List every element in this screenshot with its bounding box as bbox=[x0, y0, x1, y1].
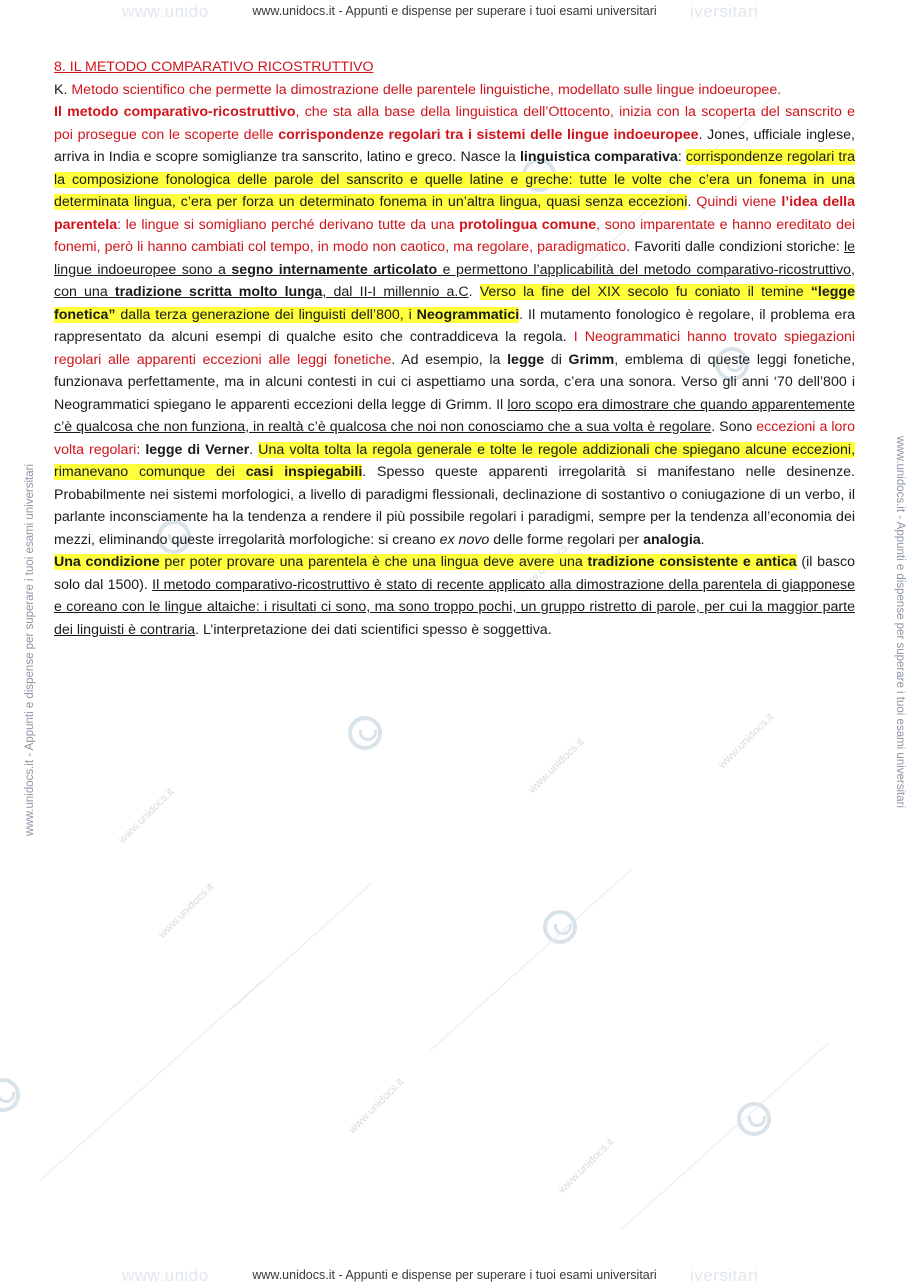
text-run: eccezioni a loro volta regolari bbox=[54, 419, 855, 458]
highlighted-text: “legge fonetica” bbox=[54, 284, 855, 323]
watermark-line bbox=[620, 1043, 829, 1231]
watermark-diagonal: www.unidocs.it bbox=[716, 711, 777, 771]
text-run: . Ad esempio, la bbox=[391, 351, 508, 368]
text-run: : le lingue si somigliano perché derivano tutte da una bbox=[117, 216, 460, 233]
watermark-diagonal: www.unidocs.it bbox=[526, 736, 587, 796]
highlighted-text: tradizione consistente e antica bbox=[587, 554, 797, 570]
highlighted-text: dalla terza generazione dei linguisti dell’800, i bbox=[115, 306, 417, 323]
watermark-ghost-left-bottom: www.unido bbox=[122, 1266, 209, 1285]
text-run: di bbox=[544, 351, 569, 368]
highlighted-text: casi inspiegabili bbox=[245, 464, 363, 480]
text-run: Metodo scientifico che permette la dimostrazione delle parentele linguistiche, modellato sulle lingue indoeuropee bbox=[71, 81, 778, 98]
watermark-ghost-left: www.unido bbox=[122, 2, 209, 21]
underlined-text: tradizione scritta molto lunga bbox=[114, 284, 323, 300]
watermark-diagonal: www.unidocs.it bbox=[556, 1136, 617, 1196]
underlined-text: Il metodo comparativo-ricostruttivo è stato di recente applicato alla dimostrazione della parentela di giapponese e coreano con le lingue altaiche: i risultati ci sono, ma sono troppo pochi, un gruppo ristretto di parole, per cui la maggior parte dei linguisti è contraria bbox=[54, 576, 856, 638]
text-run: . Jones, ufficiale inglese, arriva in India e scopre somiglianze tra sanscrito, latino e greco. Nasce la bbox=[54, 126, 855, 165]
text-run: Quindi viene bbox=[696, 194, 782, 210]
document-body bbox=[54, 56, 855, 641]
text-run: legge di Verner bbox=[145, 441, 250, 458]
text-run: linguistica comparativa bbox=[519, 149, 678, 165]
unidocs-logo-icon bbox=[543, 910, 577, 944]
text-run: analogia bbox=[643, 531, 701, 548]
watermark-footer: www.unidocs.it - Appunti e dispense per superare i tuoi esami universitari bbox=[252, 1268, 657, 1282]
watermark-ghost-right-bottom: iversitari bbox=[690, 1266, 759, 1285]
text-run: Il metodo comparativo-ricostruttivo bbox=[54, 104, 296, 120]
watermark-side-right: www.unidocs.it - Appunti e dispense per superare i tuoi esami universitari bbox=[894, 436, 906, 809]
underlined-text: , dal II-I millennio a.C bbox=[322, 284, 469, 300]
text-run: l’idea della parentela bbox=[54, 194, 856, 233]
unidocs-logo-icon bbox=[348, 716, 382, 750]
watermark-side-left: www.unidocs.it - Appunti e dispense per superare i tuoi esami universitari bbox=[24, 463, 36, 836]
unidocs-logo-icon bbox=[0, 1078, 20, 1112]
text-run: . bbox=[777, 81, 782, 98]
text-run: : bbox=[677, 149, 686, 165]
underlined-text: loro scopo era dimostrare che quando apparentemente c’è qualcosa che non funziona, in realtà c’è qualcosa che noi non conosciamo che a sua volta è regolare bbox=[54, 396, 855, 435]
text-run: , che sta alla base della linguistica dell’Ottocento, inizia con la scoperta del sanscrito e poi prosegue con le scoperte delle bbox=[54, 104, 855, 143]
text-run: . bbox=[700, 531, 705, 548]
highlighted-text: Una condizione bbox=[54, 554, 160, 570]
text-run: delle forme regolari per bbox=[489, 531, 644, 548]
text-run: . L’interpretazione dei dati scientifici spesso è soggettiva. bbox=[195, 621, 552, 638]
underlined-text: e permettono l’applicabilità del metodo comparativo-ricostruttivo, con una bbox=[54, 261, 855, 300]
text-run: ex novo bbox=[439, 531, 490, 548]
highlighted-text: per poter provare una parentela è che una lingua deve avere una bbox=[159, 554, 588, 570]
text-run: I Neogrammatici hanno trovato spiegazioni regolari alle apparenti eccezioni alle leggi fonetiche bbox=[54, 329, 855, 368]
text-run: . Sono bbox=[711, 419, 757, 435]
section-title: 8. IL METODO COMPARATIVO RICOSTRUTTIVO bbox=[54, 59, 374, 75]
watermark-diagonal: www.unidocs.it bbox=[116, 786, 177, 846]
watermark-diagonal: www.unidocs.it bbox=[346, 1076, 407, 1136]
text-run: . bbox=[249, 441, 259, 458]
text-run: , sono imparentate e hanno ereditato dei fonemi, però li hanno cambiati col tempo, in modo non caotico, ma regolare, paradigmatico bbox=[54, 216, 856, 255]
watermark-ghost-right: iversitari bbox=[690, 2, 759, 21]
text-run: . Il mutamento fonologico è regolare, il problema era rappresentato da alcuni esempi di qualche esito che contraddiceva la regola. bbox=[54, 306, 855, 345]
text-run: . bbox=[468, 284, 480, 300]
text-run: . Favoriti dalle condizioni storiche: bbox=[626, 239, 844, 255]
text-run: , emblema di queste leggi fonetiche, funzionava perfettamente, ma in alcuni contesti in cui ci aspettiamo una sorda, c’era una sonora. Verso gli anni ‘70 dell’800 i Neogrammatici spiegano le apparenti eccezioni della legge di Grimm. Il bbox=[54, 351, 856, 413]
text-run: corrispondenze regolari tra i sistemi delle lingue indoeuropee bbox=[278, 126, 699, 143]
text-run: Grimm bbox=[568, 351, 615, 368]
watermark-line bbox=[230, 883, 372, 1011]
text-run: . Spesso queste apparenti irregolarità si manifestano nelle desinenze. Probabilmente nei sistemi morfologici, a livello di paradigmi flessionali, declinazione di sostantivo o coniugazione di un verbo, il parlante inconsciamente ha la tendenza a rendere il più possibile regolari i paradigmi, sempre per la tendenza all’economia dei mezzi, eliminando queste irregolarità morfologiche: si creano bbox=[54, 464, 855, 548]
text-run: . bbox=[687, 194, 697, 210]
highlighted-text: Una volta tolta la regola generale e tolte le regole addizionali che spiegano alcune eccezioni, rimanevano comunque dei bbox=[54, 441, 856, 480]
underlined-text: segno internamente articolato bbox=[231, 261, 438, 278]
text-run: (il basco solo dal 1500). bbox=[54, 554, 855, 593]
highlighted-text: Verso la fine del XIX secolo fu coniato il temine bbox=[479, 284, 811, 300]
underlined-text: le lingue indoeuropee sono a bbox=[54, 239, 855, 278]
paragraph-1 bbox=[54, 79, 855, 552]
text-run: legge bbox=[507, 351, 545, 368]
paragraph-2 bbox=[54, 551, 855, 641]
watermark-diagonal: www.unidocs.it bbox=[156, 881, 217, 941]
text-run: : bbox=[136, 441, 146, 458]
text-run: protolingua comune bbox=[459, 216, 597, 233]
watermark-header: www.unidocs.it - Appunti e dispense per superare i tuoi esami universitari bbox=[252, 4, 657, 18]
highlighted-text: Neogrammatici bbox=[416, 306, 520, 323]
text-run: K. bbox=[54, 81, 72, 98]
highlighted-text: corrispondenze regolari tra la composizione fonologica delle parole del sanscrito e quelle latine e greche: tutte le volte che c’era un fonema in una determinata lingua, c’era per forza un determinato fonema in un’altra lingua, quasi senza eccezioni bbox=[54, 149, 855, 210]
watermark-line bbox=[430, 869, 631, 1050]
